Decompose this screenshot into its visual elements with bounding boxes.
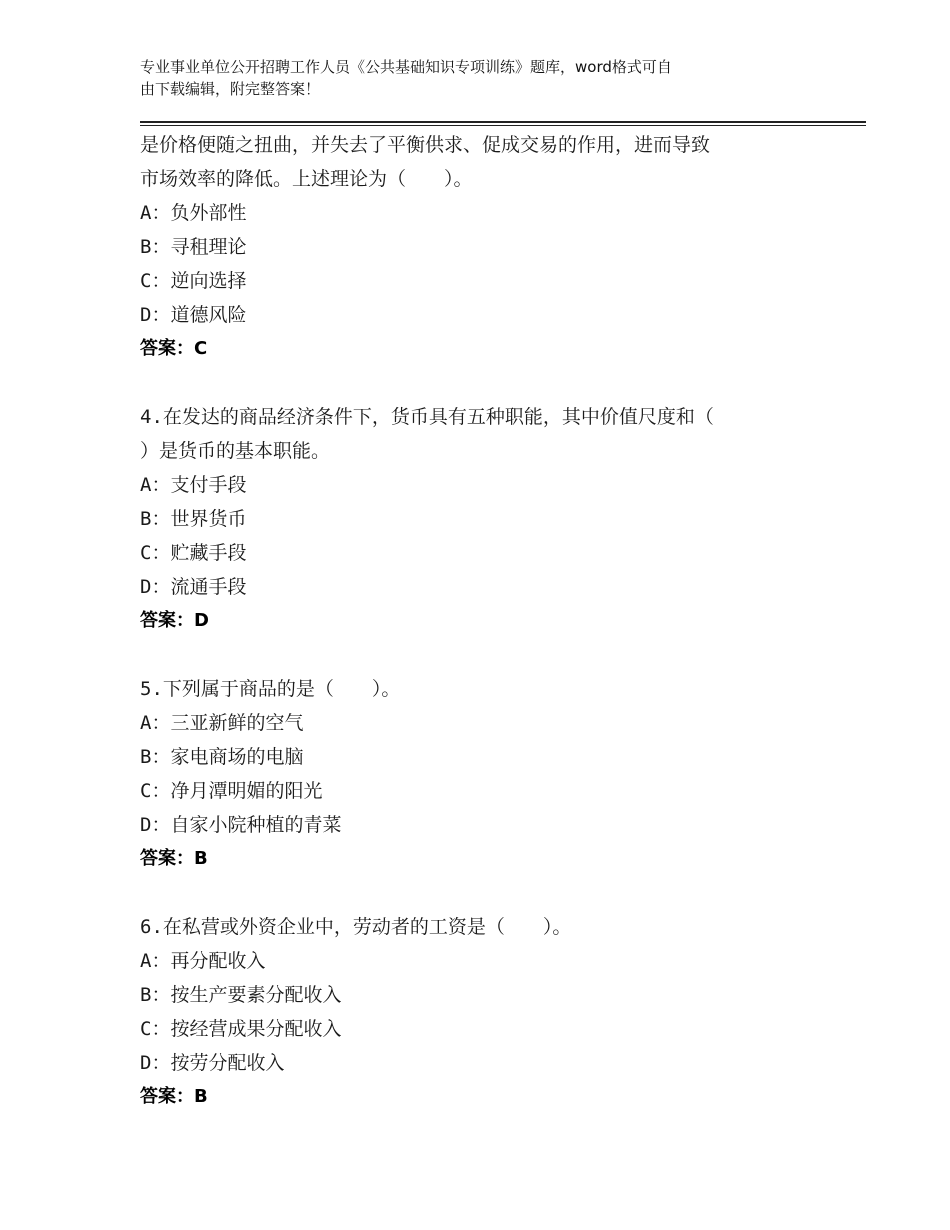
question-text: 6.在私营或外资企业中，劳动者的工资是（ ）。: [140, 916, 572, 938]
header-divider-thick: [140, 121, 866, 123]
question-text: ）是货币的基本职能。: [140, 440, 331, 462]
header-divider-thin: [140, 125, 866, 126]
answer-label: 答案：D: [140, 610, 209, 631]
option-a: A：三亚新鲜的空气: [140, 712, 304, 734]
option-d: D：按劳分配收入: [140, 1052, 285, 1074]
question-spacer: [140, 876, 820, 910]
header-title-line-1: 专业事业单位公开招聘工作人员《公共基础知识专项训练》题库，word格式可自: [140, 58, 672, 76]
option-b: B：按生产要素分配收入: [140, 984, 342, 1006]
header-title-line-2: 由下载编辑，附完整答案！: [140, 80, 321, 98]
option-c: C：贮藏手段: [140, 542, 247, 564]
question-text: 市场效率的降低。上述理论为（ ）。: [140, 168, 473, 190]
option-b: B：寻租理论: [140, 236, 247, 258]
option-d: D：自家小院种植的青菜: [140, 814, 342, 836]
question-3: [140, 128, 820, 366]
option-b: B：家电商场的电脑: [140, 746, 304, 768]
option-a: A：再分配收入: [140, 950, 266, 972]
option-d: D：流通手段: [140, 576, 247, 598]
option-c: C：净月潭明媚的阳光: [140, 780, 323, 802]
question-5: [140, 672, 820, 876]
option-a: A：负外部性: [140, 202, 247, 224]
document-header: [140, 56, 810, 100]
answer-label: 答案：C: [140, 338, 208, 359]
question-text: 4.在发达的商品经济条件下，货币具有五种职能，其中价值尺度和（: [140, 406, 714, 428]
question-text: 5.下列属于商品的是（ ）。: [140, 678, 401, 700]
option-b: B：世界货币: [140, 508, 247, 530]
question-6: [140, 910, 820, 1114]
answer-label: 答案：B: [140, 848, 208, 869]
option-c: C：逆向选择: [140, 270, 247, 292]
question-list: [140, 128, 820, 1114]
option-a: A：支付手段: [140, 474, 247, 496]
question-spacer: [140, 638, 820, 672]
answer-label: 答案：B: [140, 1086, 208, 1107]
question-text: 是价格便随之扭曲，并失去了平衡供求、促成交易的作用，进而导致: [140, 134, 711, 156]
question-4: [140, 400, 820, 638]
option-c: C：按经营成果分配收入: [140, 1018, 342, 1040]
question-spacer: [140, 366, 820, 400]
option-d: D：道德风险: [140, 304, 247, 326]
